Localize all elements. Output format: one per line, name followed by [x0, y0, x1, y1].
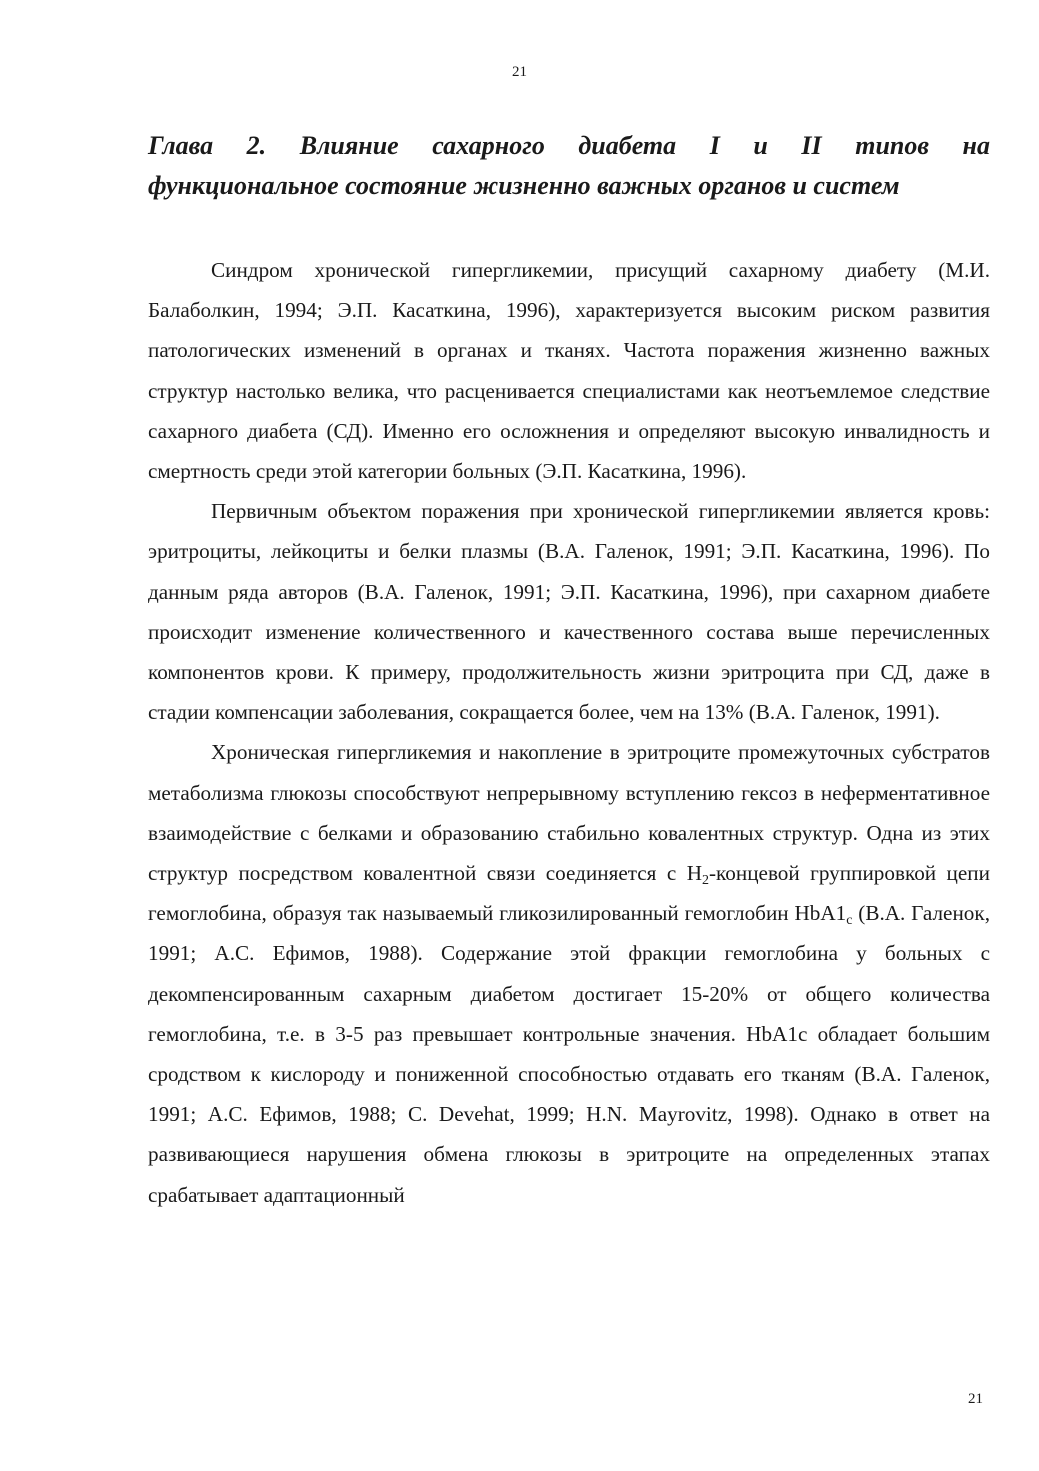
document-body [148, 126, 990, 1215]
paragraph-2: Первичным объектом поражения при хронической гипергликемии является кровь: эритроциты, лейкоциты и белки плазмы (В.А. Галенок, 1991; Э.П. Касаткина, 1996). По данным ряда авторов (В.А. Галенок, 1991; Э.П. Касаткина, 1996), при сахарном диабете происходит изменение количественного и качественного состава выше перечисленных компонентов крови. К примеру, продолжительность жизни эритроцита при СД, даже в стадии компенсации заболевания, сокращается более, чем на 13% (В.А. Галенок, 1991). [148, 499, 990, 725]
chapter-title-line-1: Глава 2. Влияние сахарного диабета I и II типов на [148, 131, 990, 160]
paragraph-3 [148, 732, 990, 1214]
subscript-c: c [846, 913, 853, 929]
paragraph-3-part-c: (В.А. Галенок, 1991; А.С. Ефимов, 1988). Содержание этой фракции гемоглобина у больных с декомпенсированным сахарным диабетом достигает 15-20% от общего количества гемоглобина, т.е. в 3-5 раз превышает контрольные значения. HbA1c обладает большим сродством к кислороду и пониженной способностью отдавать его тканям (В.А. Галенок, 1991; А.С. Ефимов, 1988; C. Devehat, 1999; H.N. Mayrovitz, 1998). Однако в ответ на развивающиеся нарушения обмена глюкозы в эритроците на определенных этапах срабатывает адаптационный [148, 901, 990, 1207]
page-number-bottom: 21 [968, 1391, 983, 1407]
paragraph-1: Синдром хронической гипергликемии, присущий сахарному диабету (М.И. Балаболкин, 1994; Э.П. Касаткина, 1996), характеризуется высоким риском развития патологических изменений в органах и тканях. Частота поражения жизненно важных структур настолько велика, что расценивается специалистами как неотъемлемое следствие сахарного диабета (СД). Именно его осложнения и определяют высокую инвалидность и смертность среди этой категории больных (Э.П. Касаткина, 1996). [148, 258, 990, 484]
subscript-2: 2 [702, 873, 709, 889]
paragraph-3-part-a: Хроническая гипергликемия и накопление в эритроците промежуточных субстратов метаболизма глюкозы способствуют непрерывному вступлению гексоз в неферментативное взаимодействие с белками и образованию стабильно ковалентных структур. Одна из этих структур посредством ковалентной связи соединяется с H [148, 740, 990, 886]
chapter-title-line-2: функциональное состояние жизненно важных органов и систем [148, 171, 900, 200]
page-number-top: 21 [512, 64, 527, 80]
chapter-title [148, 126, 990, 206]
paragraph-3-part-b: -концевой группировкой цепи гемоглобина, образуя так называемый гликозилированный гемоглобин HbA1 [148, 861, 990, 926]
